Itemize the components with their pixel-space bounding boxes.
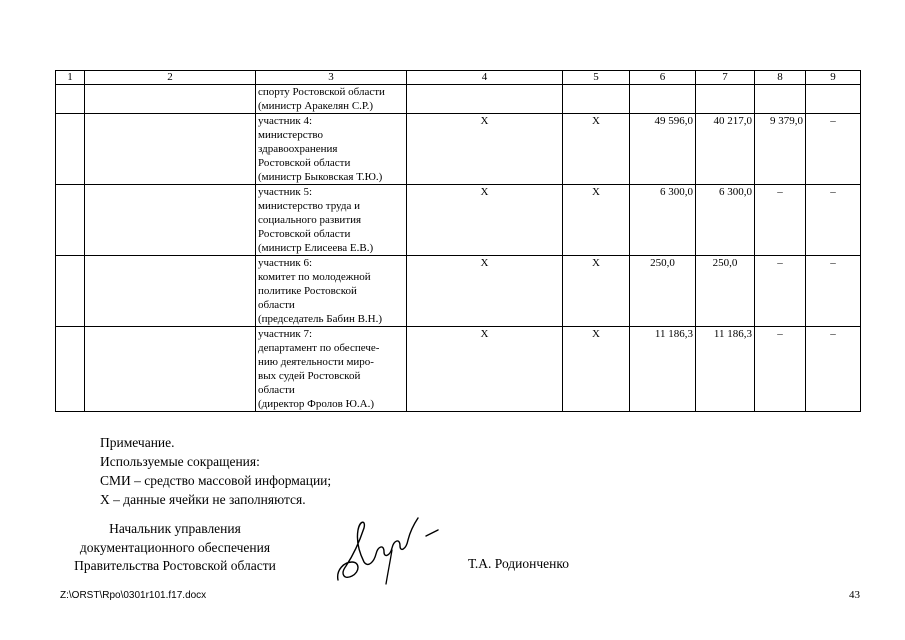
table-cell — [407, 85, 563, 114]
table-header-cell: 8 — [755, 71, 806, 85]
participant-description: участник 7: департамент по обеспече- нию деятельности миро- вых судей Ростовской области (директор Фролов Ю.А.) — [256, 327, 407, 412]
table-cell — [563, 85, 630, 114]
table-cell — [696, 85, 755, 114]
table-header-cell: 4 — [407, 71, 563, 85]
table-cell — [85, 185, 256, 256]
footer-file-path: Z:\ORST\Rpo\0301r101.f17.docx — [60, 590, 207, 601]
table-cell: – — [806, 327, 861, 412]
table-cell: – — [806, 256, 861, 327]
signatory-name: Т.А. Родионченко — [468, 556, 569, 571]
position-line: документационного обеспечения — [79, 539, 271, 555]
table-header-row — [56, 71, 861, 85]
table-cell: – — [755, 327, 806, 412]
position-line: Правительства Ростовской области — [74, 558, 276, 573]
budget-table — [55, 70, 861, 412]
table-cell: 49 596,0 — [630, 114, 696, 185]
table-cell: 40 217,0 — [696, 114, 755, 185]
page-number: 43 — [849, 589, 860, 601]
table-cell — [85, 85, 256, 114]
table-cell: 250,0 — [630, 256, 696, 327]
table-cell — [85, 256, 256, 327]
table-cell — [85, 327, 256, 412]
table-cell: – — [806, 114, 861, 185]
table-row — [56, 85, 861, 114]
table-cell — [85, 114, 256, 185]
table-cell: X — [563, 327, 630, 412]
table-row — [56, 185, 861, 256]
participant-description: участник 6: комитет по молодежной политике Ростовской области (председатель Бабин В.Н.) — [256, 256, 407, 327]
table-cell: – — [755, 256, 806, 327]
table-cell: X — [407, 185, 563, 256]
table-cell: 6 300,0 — [696, 185, 755, 256]
table-row — [56, 114, 861, 185]
table-header-cell: 5 — [563, 71, 630, 85]
table-header-cell: 2 — [85, 71, 256, 85]
table-cell: 250,0 — [696, 256, 755, 327]
table-cell — [806, 85, 861, 114]
participant-description: участник 4: министерство здравоохранения Ростовской области (министр Быковская Т.Ю.) — [256, 114, 407, 185]
table-cell: X — [563, 114, 630, 185]
position-line: Начальник управления — [109, 521, 241, 536]
table-cell — [56, 85, 85, 114]
table-cell — [630, 85, 696, 114]
table-cell: – — [755, 185, 806, 256]
table-header-cell: 6 — [630, 71, 696, 85]
table-cell: X — [563, 256, 630, 327]
signatory-position — [60, 520, 290, 576]
table-cell — [56, 114, 85, 185]
participant-description: участник 5: министерство труда и социального развития Ростовской области (министр Елисеева Е.В.) — [256, 185, 407, 256]
table-row — [56, 327, 861, 412]
table-cell: 6 300,0 — [630, 185, 696, 256]
table-cell — [56, 327, 85, 412]
handwritten-signature — [330, 510, 445, 590]
table-cell: X — [407, 114, 563, 185]
table-header-cell: 1 — [56, 71, 85, 85]
table-cell: 11 186,3 — [696, 327, 755, 412]
notes-section — [100, 433, 331, 509]
table-cell: 11 186,3 — [630, 327, 696, 412]
table-cell — [56, 185, 85, 256]
table-cell — [755, 85, 806, 114]
notes-line: Х – данные ячейки не заполняются. — [100, 492, 306, 507]
table-cell: X — [407, 256, 563, 327]
table-cell: X — [407, 327, 563, 412]
table-row — [56, 256, 861, 327]
table-cell: 9 379,0 — [755, 114, 806, 185]
table-header-cell: 7 — [696, 71, 755, 85]
table-header-cell: 9 — [806, 71, 861, 85]
table-cell: – — [806, 185, 861, 256]
table-cell — [56, 256, 85, 327]
notes-line: СМИ – средство массовой информации; — [100, 473, 332, 488]
notes-line: Используемые сокращения: — [100, 454, 260, 469]
table-cell: X — [563, 185, 630, 256]
notes-title: Примечание. — [100, 435, 175, 450]
table-header-cell: 3 — [256, 71, 407, 85]
participant-description: спорту Ростовской области (министр Аракелян С.Р.) — [256, 85, 407, 114]
